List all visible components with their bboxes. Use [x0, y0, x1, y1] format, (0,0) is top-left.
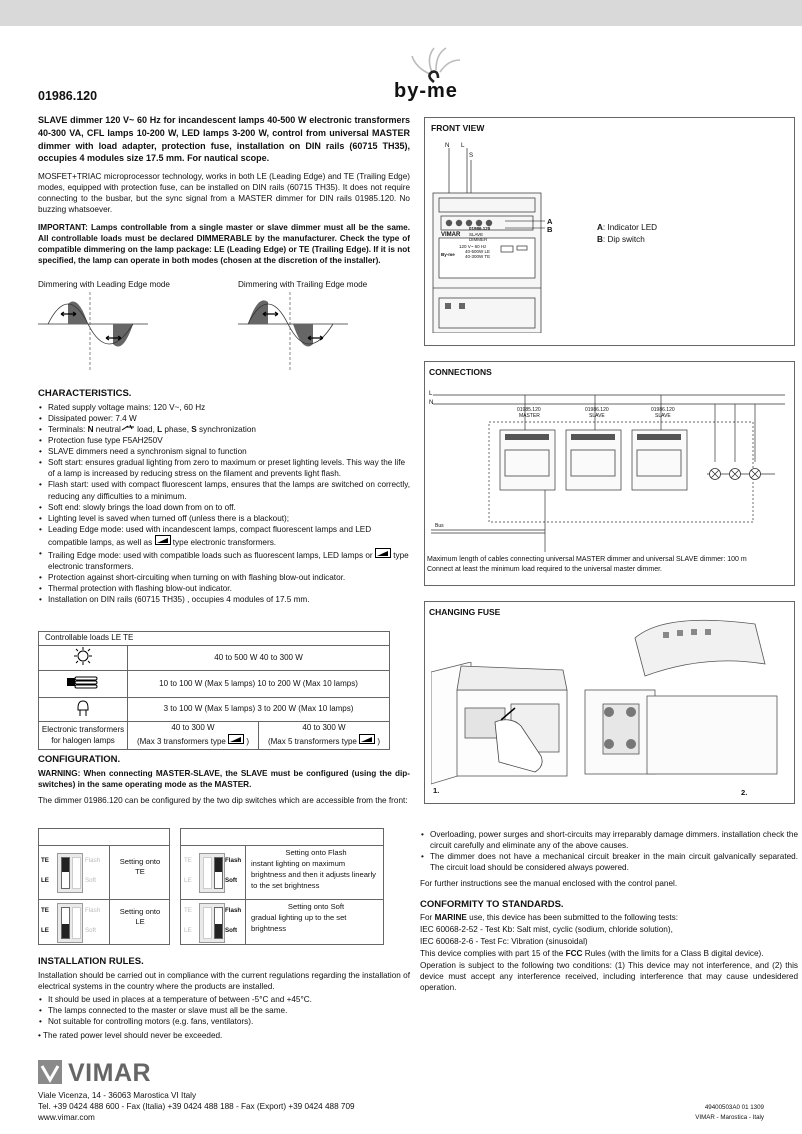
callout-lines: [505, 218, 547, 232]
device-front-drawing: [431, 148, 545, 333]
installation-heading: INSTALLATION RULES.: [38, 956, 144, 967]
terminal-n-text: neutral: [93, 425, 121, 435]
vimar-logo-text: VIMAR: [68, 1059, 152, 1087]
setting-le-text: Setting onto LE: [119, 907, 161, 927]
controllable-loads-table: [38, 631, 390, 750]
transformer-te-cell: [259, 722, 390, 750]
legend-a-key: A: [597, 223, 603, 232]
le-label: LE: [41, 877, 49, 884]
product-title: SLAVE dimmer 120 V~ 60 Hz for incandescent lamps 40-500 W electronic transformers 40-300 VA, CFL lamps 10-200 W, LED lamps 3-200 W, control from universal MASTER dimmer with load adapter, protection fuse, installation on DIN rails (60715 TH35), occupies 4 modules size 17.5 mm. For nautical scope.: [38, 115, 410, 164]
list-item: • Lighting level is saved when turned off (unless there is a blackout);: [38, 513, 410, 524]
transformer-le-icon: [155, 535, 171, 545]
legend-a-text: : Indicator LED: [602, 223, 658, 232]
connections-note-1: Maximum length of cables connecting universal MASTER dimmer and universal SLAVE dimmer: 100 m: [427, 556, 747, 563]
connections-note-2: Connect at least the minimum load required to the universal master dimmer.: [427, 566, 662, 573]
list-item: • Soft start: ensures gradual lighting from zero to maximum or preset lighting levels. This way the life of a lamp is increased by reducing stress on the filament and prevents light flash.: [38, 457, 410, 479]
product-intro: MOSFET+TRIAC microprocessor technology, works in both LE (Leading Edge) and TE (Trailing Edge) modes, equipped with protection fuse, can be installed on DIN rails (60715 TH35). It does not require connecting to the busbar, but the sync signal from a MASTER dimmer for DIN rails 01985.120. No buzzing whatsoever.: [38, 172, 410, 215]
test-fc: IEC 60068-2-6 - Test Fc: Vibration (sinusoidal): [420, 937, 588, 946]
list-item: • It should be used in places at a temperature of between -5°C and +45°C.: [38, 994, 410, 1005]
test-kb: IEC 60068-2-52 - Test Kb: Salt mist, cyclic (sodium, chloride solution),: [420, 925, 673, 934]
transformer-le-note: (Max 3 transformers type: [136, 737, 226, 746]
configuration-heading: CONFIGURATION.: [38, 754, 121, 765]
slave1-type: SLAVE: [589, 413, 605, 419]
trailing-edge-wave: [238, 292, 348, 372]
soft-label-faded: Soft: [85, 877, 97, 884]
marine-pre: For: [420, 913, 435, 922]
dip-switch-soft[interactable]: [199, 903, 225, 943]
legend-b-text: : Dip switch: [602, 235, 645, 244]
terminal-n: N: [87, 425, 94, 435]
connections-box: [424, 361, 795, 586]
te-label-faded: TE: [184, 857, 192, 864]
led-lamp-icon: [76, 699, 90, 717]
terminal-phase-text: phase,: [162, 425, 192, 435]
soft-label-faded-2: Soft: [85, 927, 97, 934]
changing-fuse-title: CHANGING FUSE: [429, 607, 501, 617]
le-label-faded: LE: [184, 877, 192, 884]
byme-logo: [388, 42, 488, 102]
incandescent-lamp-cell: [39, 646, 128, 671]
device-type: SLAVE: [469, 232, 484, 237]
terminals-prefix: Terminals:: [48, 425, 88, 435]
dip-switch-le[interactable]: [57, 903, 83, 943]
soft-label-2: Soft: [225, 927, 238, 934]
characteristics-list: [38, 402, 410, 605]
configuration-warning: WARNING: When connecting MASTER-SLAVE, the SLAVE must be configured (using the dip-switches) in the same operating mode as the MASTER.: [38, 769, 410, 790]
list-item: • Protection against short-circuiting when turning on with flashing blow-out indicator.: [38, 572, 410, 583]
list-item: • SLAVE dimmers need a synchronism signal to function: [38, 446, 410, 457]
le-label-faded-2: LE: [184, 927, 192, 934]
list-item: • The lamps connected to the master or slave must all be the same.: [38, 1005, 410, 1016]
te-label-2: TE: [41, 907, 49, 914]
legend-a: [597, 222, 657, 233]
list-item: • Installation on DIN rails (60715 TH35) , occupies 4 modules of 17.5 mm.: [38, 594, 410, 605]
list-item: • Soft end: slowly brings the load down from on to off.: [38, 502, 410, 513]
vimar-emblem-icon: [38, 1060, 62, 1084]
list-item: • Overloading, power surges and short-circuits may irreparably damage dimmers. installation check the circuit carefully and eliminate any of the above causes.: [420, 829, 798, 851]
list-item: [38, 424, 410, 435]
te-label: TE: [41, 857, 49, 864]
le-label-2: LE: [41, 927, 49, 934]
rated-power-note: • The rated power level should never be exceeded.: [38, 1031, 223, 1040]
terminal-s-text: synchronization: [196, 425, 256, 435]
device-byme: By-me: [441, 252, 455, 257]
flash-label-faded: Flash: [85, 857, 101, 864]
terminal-s: S: [191, 425, 197, 435]
transformer-label: Electronic transformers for halogen lamps: [39, 722, 128, 750]
fcc-post: Rules (with the limits for a Class B digital device).: [582, 949, 764, 958]
terminal-s-label: S: [469, 152, 474, 159]
device-rating-le: 40-500W LE: [465, 249, 491, 254]
byme-logo-text: by-me: [394, 80, 458, 102]
list-item: • Flash start: used with compact fluorescent lamps, ensures that the lamps are switched on correctly, reducing any difficulties to a minimum.: [38, 479, 410, 501]
transformer-te-icon: [375, 548, 391, 558]
flash-label: Flash: [225, 857, 242, 864]
soft-setting-text: [251, 901, 381, 934]
te-label-faded-2: TE: [184, 907, 192, 914]
fuse-step-1: 1.: [433, 786, 440, 795]
list-item: • Thermal protection with flashing blow-out indicator.: [38, 583, 410, 594]
setting-te-text: Setting onto TE: [119, 857, 161, 877]
cfl-lamp-cell: [39, 671, 128, 698]
installation-text: Installation should be carried out in compliance with the current regulations regarding the installation of electrical systems in the country where the products are installed.: [38, 971, 410, 992]
list-item: • Protection fuse type F5AH250V: [38, 435, 410, 446]
fuse-drawing-2: [575, 608, 787, 788]
marine-line: [420, 912, 800, 923]
led-values: 3 to 100 W (Max 5 lamps) 3 to 200 W (Max 10 lamps): [128, 698, 390, 722]
legend-b: [597, 234, 645, 245]
cfl-values: 10 to 100 W (Max 5 lamps) 10 to 200 W (Max 10 lamps): [128, 671, 390, 698]
load-symbol-icon: [121, 424, 135, 432]
slave2-code: 01986.120: [651, 407, 675, 413]
connections-title: CONNECTIONS: [429, 367, 492, 377]
flash-setting-title: Setting onto Flash: [285, 848, 347, 857]
leading-edge-text: Leading Edge mode: used with incandescent lamps, compact fluorescent lamps and LED compatible lamps, as well as: [48, 524, 372, 547]
list-item: [38, 524, 410, 548]
list-item: • Rated supply voltage mains: 120 V~, 60 Hz: [38, 402, 410, 413]
master-code: 01985.120: [517, 407, 541, 413]
dip-start-box: [180, 828, 384, 945]
fcc-pre: This device complies with part 15 of the: [420, 949, 566, 958]
important-note: IMPORTANT: Lamps controllable from a single master or slave dimmer must all be the same. All controllable loads must be declared DIMMERABLE by the manufacturer. Check the type of compatible dimmering on the lamp package: LE (Leading Edge) or TE (Trailing Edge). If it is not specified, the lamp can operate in both modes (chosen at the discretion of the installer).: [38, 223, 410, 266]
product-code: 01986.120: [38, 89, 98, 103]
list-item: • Dissipated power: 7.4 W: [38, 413, 410, 424]
transformer-le-value: 40 to 300 W: [171, 723, 215, 733]
footer-address: Viale Vicenza, 14 - 36063 Marostica VI Italy: [38, 1091, 197, 1100]
loads-table-header: Controllable loads LE TE: [39, 632, 390, 646]
flash-label-faded-2: Flash: [85, 907, 101, 914]
device-voltage: 120 V~ 60 Hz: [459, 244, 487, 249]
fcc-word: FCC: [565, 949, 583, 958]
transformer-le-cell: [128, 722, 259, 750]
device-rating-te: 40-300W TE: [465, 254, 491, 259]
slave2-type: SLAVE: [655, 413, 671, 419]
cfl-lamp-icon: [66, 674, 100, 690]
callout-b: B: [547, 225, 553, 234]
soft-setting-desc: gradual lighting up to the set brightness: [251, 913, 347, 933]
list-item: [38, 548, 410, 572]
footer-website[interactable]: www.vimar.com: [38, 1113, 95, 1122]
front-view-title: FRONT VIEW: [431, 123, 485, 133]
transformer-le-close: ): [246, 737, 250, 746]
soft-label: Soft: [225, 877, 238, 884]
marine-word: MARINE: [434, 913, 467, 922]
dip-mode-box: [38, 828, 170, 945]
footer-phone: Tel. +39 0424 488 600 - Fax (Italia) +39 0424 488 188 - Fax (Export) +39 0424 488 709: [38, 1102, 355, 1111]
leading-edge-suffix: type electronic transformers.: [170, 537, 277, 547]
fuse-step-2: 2.: [741, 788, 748, 797]
terminal-l: L: [157, 425, 163, 435]
flash-setting-desc: instant lighting on maximum brightness and then it adjusts linearly to the set brightness: [251, 859, 376, 890]
incandescent-values: 40 to 500 W 40 to 300 W: [128, 646, 390, 671]
trailing-edge-label: Dimmering with Trailing Edge mode: [238, 280, 368, 289]
line-n-label: N: [429, 399, 434, 406]
device-brand: VIMAR: [441, 232, 461, 238]
top-gray-band: [0, 0, 802, 26]
transformer-te-note: (Max 5 transformers type: [267, 737, 357, 746]
terminal-l-label: L: [461, 142, 465, 149]
marine-post: use, this device has been submitted to the following tests:: [466, 913, 679, 922]
wiring-diagram: [425, 362, 794, 552]
terminal-n-label: N: [445, 142, 450, 149]
device-code: 01986.120: [469, 226, 491, 231]
leading-edge-label: Dimmering with Leading Edge mode: [38, 280, 170, 289]
transformer-te-value: 40 to 300 W: [302, 723, 346, 733]
trailing-edge-suffix: type electronic transformers.: [48, 550, 409, 571]
soft-setting-title: Setting onto Soft: [287, 902, 345, 911]
transformer-te-close: ): [377, 737, 381, 746]
led-lamp-cell: [39, 698, 128, 722]
flash-setting-text: [251, 847, 381, 891]
operation-conditions: Operation is subject to the following two conditions: (1) This device may not interference, and (2) this device must accept any interference received, including interference that may cause undesidered operation.: [420, 961, 798, 993]
flash-label-2: Flash: [225, 907, 242, 914]
transformer-te-table-icon: [359, 734, 375, 744]
device-kind: DIMMER: [469, 237, 488, 242]
changing-fuse-box: [424, 601, 795, 804]
incandescent-lamp-icon: [73, 647, 93, 665]
list-item: • The dimmer does not have a mechanical circuit breaker in the main circuit galvanically separated. The circuit load should be considered always powered.: [420, 851, 798, 873]
footer-document-code: 49400503A0 01 1309: [704, 1104, 764, 1111]
line-l-label: L: [429, 390, 433, 397]
dip-switch-flash[interactable]: [199, 853, 225, 893]
callout-a: A: [547, 217, 553, 226]
terminal-load-text: load,: [134, 425, 158, 435]
characteristics-heading: CHARACTERISTICS.: [38, 388, 132, 399]
leading-edge-wave: [38, 292, 148, 372]
configuration-text: The dimmer 01986.120 can be configured by the two dip switches which are accessible from the front:: [38, 796, 408, 805]
dip-switch-te[interactable]: [57, 853, 83, 893]
installation-list: [38, 994, 410, 1027]
master-type: MASTER: [519, 413, 540, 419]
slave1-code: 01986.120: [585, 407, 609, 413]
list-item: • Not suitable for controlling motors (e.g. fans, ventilators).: [38, 1016, 410, 1027]
trailing-edge-text: Trailing Edge mode: used with compatible loads such as fluorescent lamps, LED lamps or: [48, 550, 373, 560]
conformity-heading: CONFORMITY TO STANDARDS.: [420, 899, 564, 910]
front-view-box: [424, 117, 795, 346]
transformer-le-table-icon: [228, 734, 244, 744]
warnings-list: [420, 829, 798, 873]
legend-b-key: B: [597, 235, 603, 244]
further-instructions: For further instructions see the manual enclosed with the control panel.: [420, 879, 678, 888]
fuse-drawing-1: [431, 662, 581, 787]
fcc-line: [420, 948, 800, 959]
footer-company: VIMAR - Marostica - Italy: [695, 1114, 764, 1121]
bus-label: Bus: [435, 523, 444, 529]
